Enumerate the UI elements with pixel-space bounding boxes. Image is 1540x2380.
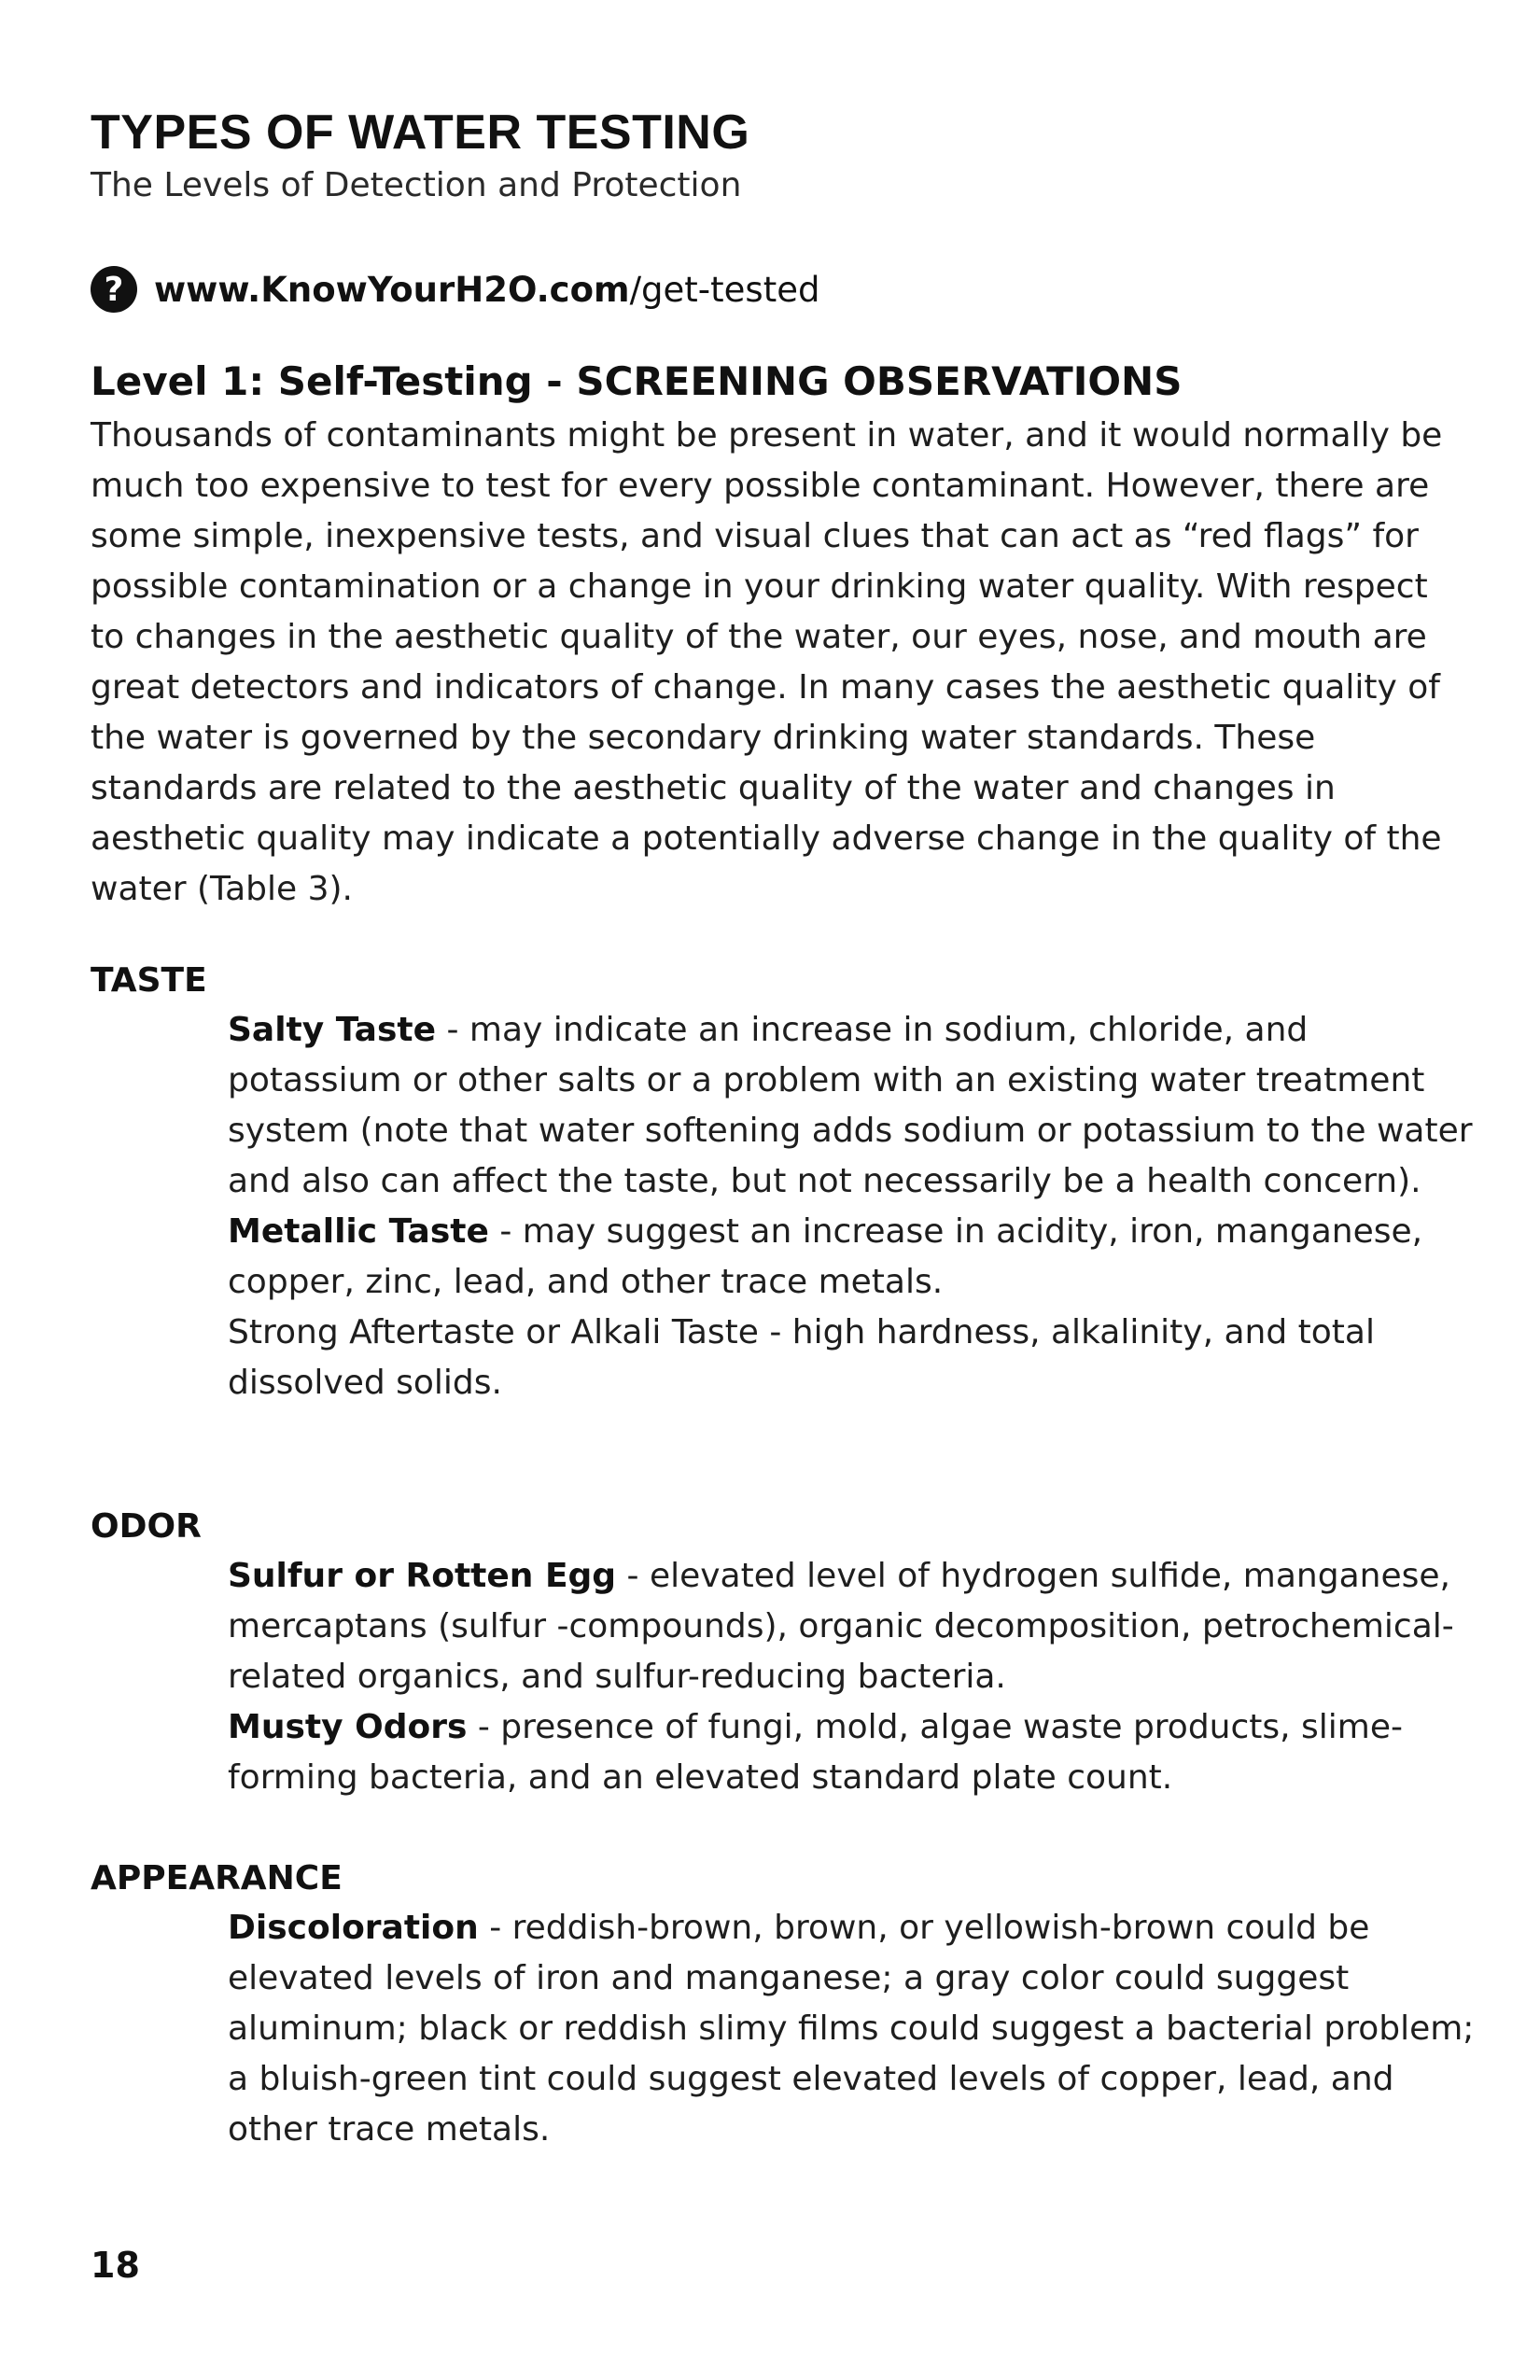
appearance-items xyxy=(228,1903,1478,2155)
website-link-path: /get-tested xyxy=(629,269,820,310)
list-item xyxy=(228,1207,1478,1308)
list-item xyxy=(228,1903,1478,2155)
page-number: 18 xyxy=(91,2245,140,2286)
level-1-paragraph: Thousands of contaminants might be present in water, and it would normally be much too expensive to test for every possible contaminant. However, there are some simple, inexpensive tests, and visual clues that can act as “red flags” for possible contamination or a change in your drinking water quality. With respect to changes in the aesthetic quality of the water, our eyes, nose, and mouth are great detectors and indicators of change. In many cases the aesthetic quality of the water is governed by the secondary drinking water standards. These standards are related to the aesthetic quality of the water and changes in aesthetic quality may indicate a potentially adverse change in the quality of the water (Table 3). xyxy=(91,416,1443,908)
odor-heading: ODOR xyxy=(91,1507,202,1546)
item-text: - presence of fungi, mold, algae waste products, slime-forming bacteria, and an elevated standard plate count. xyxy=(228,1708,1404,1797)
item-term: Discoloration xyxy=(228,1909,479,1947)
item-term: Musty Odors xyxy=(228,1708,468,1746)
page-subtitle: The Levels of Detection and Protection xyxy=(91,166,742,204)
taste-heading: TASTE xyxy=(91,961,207,1000)
level-1-heading: Level 1: Self-Testing - SCREENING OBSERVATIONS xyxy=(91,358,1183,404)
list-item xyxy=(228,1005,1478,1207)
item-text: - may suggest an increase in acidity, iron, manganese, copper, zinc, lead, and other trace metals. xyxy=(228,1212,1423,1301)
website-link-row[interactable] xyxy=(91,265,819,314)
list-item xyxy=(228,1702,1478,1803)
list-item xyxy=(228,1551,1478,1702)
odor-items xyxy=(228,1551,1478,1803)
website-link-domain: www.KnowYourH2O.com xyxy=(154,269,630,310)
item-text: - elevated level of hydrogen sulfide, manganese, mercaptans (sulfur -compounds), organic decomposition, petrochemical-related organics, and sulfur-reducing bacteria. xyxy=(228,1557,1454,1696)
item-text: Strong Aftertaste or Alkali Taste - high hardness, alkalinity, and total dissolved solids. xyxy=(228,1313,1375,1402)
website-link[interactable] xyxy=(154,270,819,310)
item-text: - reddish-brown, brown, or yellowish-brown could be elevated levels of iron and manganese; a gray color could suggest aluminum; black or reddish slimy films could suggest a bacterial problem; a bluish-green tint could suggest elevated levels of copper, lead, and other trace metals. xyxy=(228,1909,1475,2149)
item-text: - may indicate an increase in sodium, chloride, and potassium or other salts or a problem with an existing water treatment system (note that water softening adds sodium or potassium to the water and also can affect the taste, but not necessarily be a health concern). xyxy=(228,1011,1473,1200)
item-term: Metallic Taste xyxy=(228,1212,489,1251)
question-circle-icon: ? xyxy=(91,266,137,313)
list-item xyxy=(228,1308,1478,1408)
appearance-heading: APPEARANCE xyxy=(91,1859,343,1897)
page-title: TYPES OF WATER TESTING xyxy=(91,105,750,160)
item-term: Salty Taste xyxy=(228,1011,437,1049)
taste-items xyxy=(228,1005,1478,1408)
item-term: Sulfur or Rotten Egg xyxy=(228,1557,617,1595)
